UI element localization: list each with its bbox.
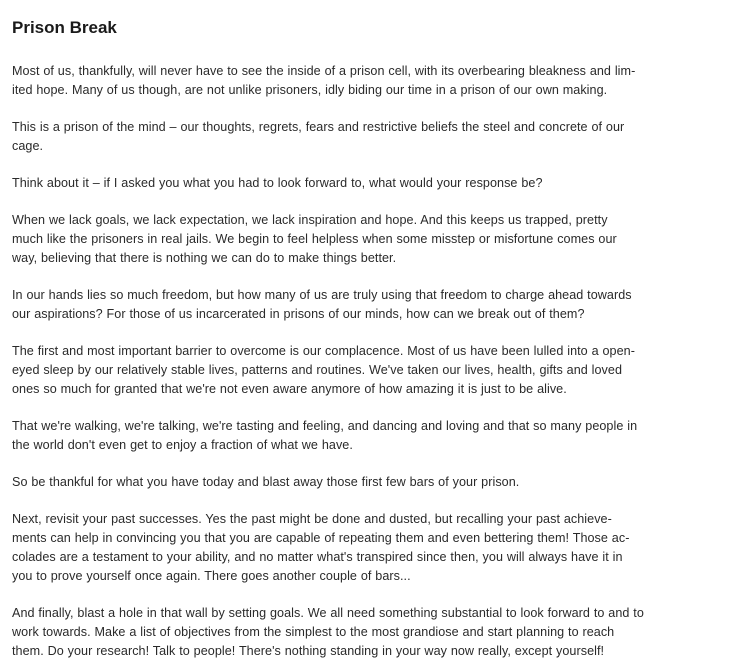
paragraph-line: And finally, blast a hole in that wall by setting goals. We all need something substantial to look forward to and to (12, 606, 644, 620)
paragraph-line: So be thankful for what you have today and blast away those first few bars of your prison. (12, 475, 520, 489)
paragraph (12, 118, 750, 156)
paragraph (12, 174, 750, 193)
paragraph-spacer (12, 586, 750, 604)
paragraph (12, 473, 750, 492)
paragraph-line: eyed sleep by our relatively stable lives, patterns and routines. We've taken our lives, health, gifts and loved (12, 363, 623, 377)
paragraph-spacer (12, 156, 750, 174)
paragraph-line: ited hope. Many of us though, are not unlike prisoners, idly biding our time in a prison of our own making. (12, 83, 608, 97)
paragraph-spacer (12, 455, 750, 473)
paragraph-line: the world don't even get to enjoy a fraction of what we have. (12, 438, 353, 452)
paragraph-spacer (12, 492, 750, 510)
paragraph-line: That we're walking, we're talking, we're tasting and feeling, and dancing and loving and that so many people in (12, 419, 638, 433)
article-title: Prison Break (12, 18, 117, 37)
paragraph-line: ones so much for granted that we're not even aware anymore of how amazing it is just to be alive. (12, 382, 567, 396)
paragraph-spacer (12, 324, 750, 342)
paragraph-line: When we lack goals, we lack expectation, we lack inspiration and hope. And this keeps us trapped, pretty (12, 213, 608, 227)
paragraph-line: colades are a testament to your ability, and no matter what's transpired since then, you will always have it in (12, 550, 623, 564)
paragraph (12, 510, 750, 586)
paragraph (12, 62, 750, 100)
paragraph-spacer (12, 193, 750, 211)
article-body (12, 62, 750, 661)
paragraph-line: In our hands lies so much freedom, but how many of us are truly using that freedom to charge ahead towards (12, 288, 632, 302)
paragraph-line: way, believing that there is nothing we can do to make things better. (12, 251, 397, 265)
paragraph-spacer (12, 100, 750, 118)
paragraph-line: Next, revisit your past successes. Yes the past might be done and dusted, but recalling your past achieve- (12, 512, 612, 526)
paragraph-line: cage. (12, 139, 44, 153)
article (12, 0, 750, 661)
paragraph (12, 604, 750, 661)
paragraph-line: work towards. Make a list of objectives from the simplest to the most grandiose and start planning to reach (12, 625, 615, 639)
paragraph-line: Think about it – if I asked you what you had to look forward to, what would your response be? (12, 176, 543, 190)
paragraph-spacer (12, 268, 750, 286)
paragraph-line: our aspirations? For those of us incarcerated in prisons of our minds, how can we break out of them? (12, 307, 585, 321)
paragraph-line: ments can help in convincing you that you are capable of repeating them and even bettering them! Those ac- (12, 531, 630, 545)
paragraph-line: This is a prison of the mind – our thoughts, regrets, fears and restrictive beliefs the steel and concrete of our (12, 120, 625, 134)
paragraph-line: The first and most important barrier to overcome is our complacence. Most of us have been lulled into a open- (12, 344, 635, 358)
paragraph-line: them. Do your research! Talk to people! There's nothing standing in your way now really, except yourself! (12, 644, 605, 658)
paragraph-spacer (12, 399, 750, 417)
paragraph-line: you to prove yourself once again. There goes another couple of bars... (12, 569, 411, 583)
paragraph-line: Most of us, thankfully, will never have to see the inside of a prison cell, with its overbearing bleakness and lim- (12, 64, 636, 78)
paragraph (12, 286, 750, 324)
paragraph (12, 417, 750, 455)
paragraph (12, 211, 750, 268)
paragraph-line: much like the prisoners in real jails. We begin to feel helpless when some misstep or misfortune comes our (12, 232, 617, 246)
title-spacer (12, 38, 750, 62)
paragraph (12, 342, 750, 399)
